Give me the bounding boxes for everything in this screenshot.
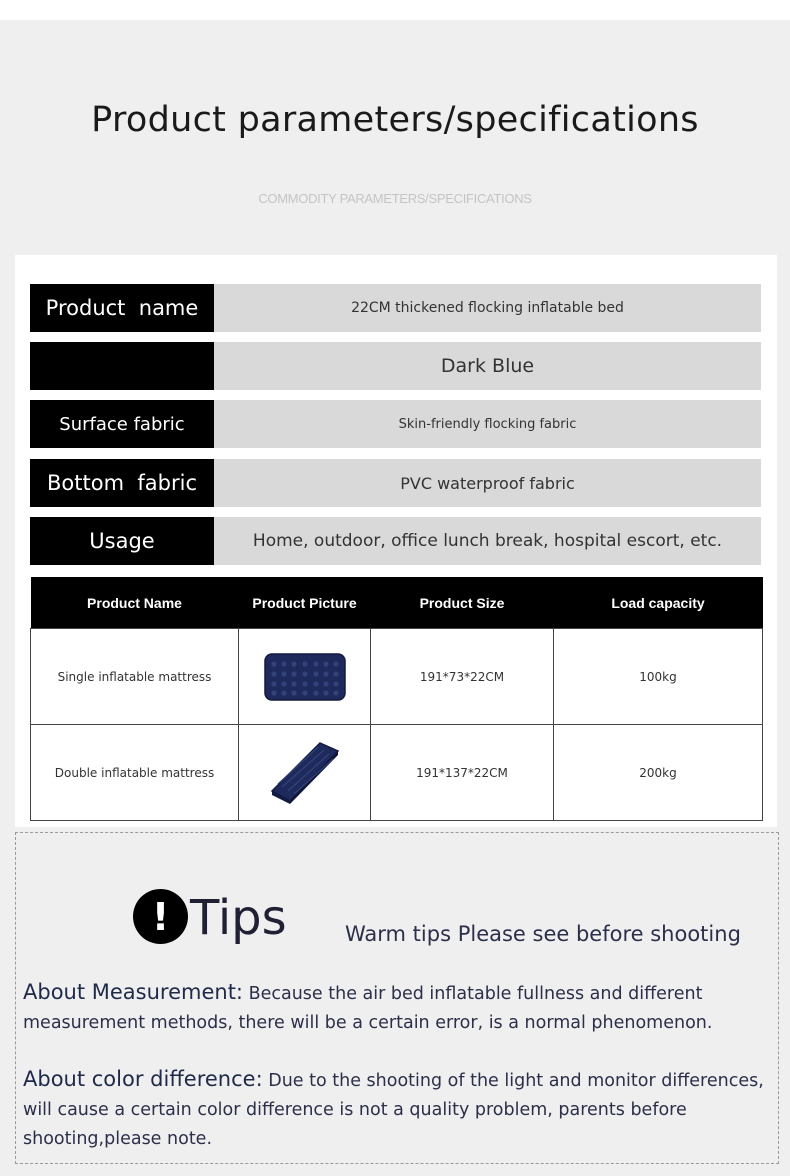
measurement-note bbox=[23, 978, 778, 1038]
column-header: Load capacity bbox=[554, 577, 763, 629]
param-row-surface-fabric bbox=[30, 400, 761, 448]
top-band bbox=[0, 0, 790, 20]
param-row-bottom-fabric bbox=[30, 459, 761, 507]
note-text: Because the air bed inflatable fullness and different measurement methods, there will be a certain error, is a normal phenomenon. bbox=[23, 984, 713, 1033]
load-capacity-cell: 100kg bbox=[554, 629, 763, 725]
exclamation-icon: ! bbox=[133, 889, 188, 944]
spec-table bbox=[30, 577, 763, 821]
param-value: Dark Blue bbox=[214, 342, 761, 390]
double-mattress-image bbox=[270, 741, 340, 805]
color-difference-note bbox=[23, 1065, 778, 1154]
param-value: PVC waterproof fabric bbox=[214, 459, 761, 507]
param-row-product-name bbox=[30, 284, 761, 332]
product-picture-cell bbox=[239, 629, 371, 725]
param-row-color bbox=[30, 342, 761, 390]
param-label: Usage bbox=[30, 517, 214, 565]
load-capacity-cell: 200kg bbox=[554, 725, 763, 821]
param-value: Skin-friendly flocking fabric bbox=[214, 400, 761, 448]
single-mattress-image bbox=[264, 652, 346, 702]
param-label: Bottom fabric bbox=[30, 459, 214, 507]
param-value: Home, outdoor, office lunch break, hospital escort, etc. bbox=[214, 517, 761, 565]
table-row bbox=[31, 725, 763, 821]
page-title: Product parameters/specifications bbox=[91, 100, 699, 140]
param-label: Surface fabric bbox=[30, 400, 214, 448]
product-name-cell: Single inflatable mattress bbox=[31, 629, 239, 725]
product-picture-cell bbox=[239, 725, 371, 821]
product-size-cell: 191*137*22CM bbox=[371, 725, 554, 821]
note-text: Due to the shooting of the light and monitor differences, will cause a certain color difference is not a quality problem, parents before shooting,please note. bbox=[23, 1071, 764, 1149]
param-label: Product name bbox=[30, 284, 214, 332]
param-value: 22CM thickened flocking inflatable bed bbox=[214, 284, 761, 332]
note-heading: About color difference: bbox=[23, 1067, 263, 1091]
note-heading: About Measurement: bbox=[23, 980, 244, 1004]
table-row bbox=[31, 629, 763, 725]
tips-title: Tips bbox=[190, 890, 287, 946]
column-header: Product Name bbox=[31, 577, 239, 629]
page-subtitle: COMMODITY PARAMETERS/SPECIFICATIONS bbox=[258, 191, 532, 206]
column-header: Product Picture bbox=[239, 577, 371, 629]
table-header-row bbox=[31, 577, 763, 629]
param-label bbox=[30, 342, 214, 390]
product-size-cell: 191*73*22CM bbox=[371, 629, 554, 725]
tips-subtitle: Warm tips Please see before shooting bbox=[345, 922, 741, 946]
product-name-cell: Double inflatable mattress bbox=[31, 725, 239, 821]
column-header: Product Size bbox=[371, 577, 554, 629]
param-row-usage bbox=[30, 517, 761, 565]
